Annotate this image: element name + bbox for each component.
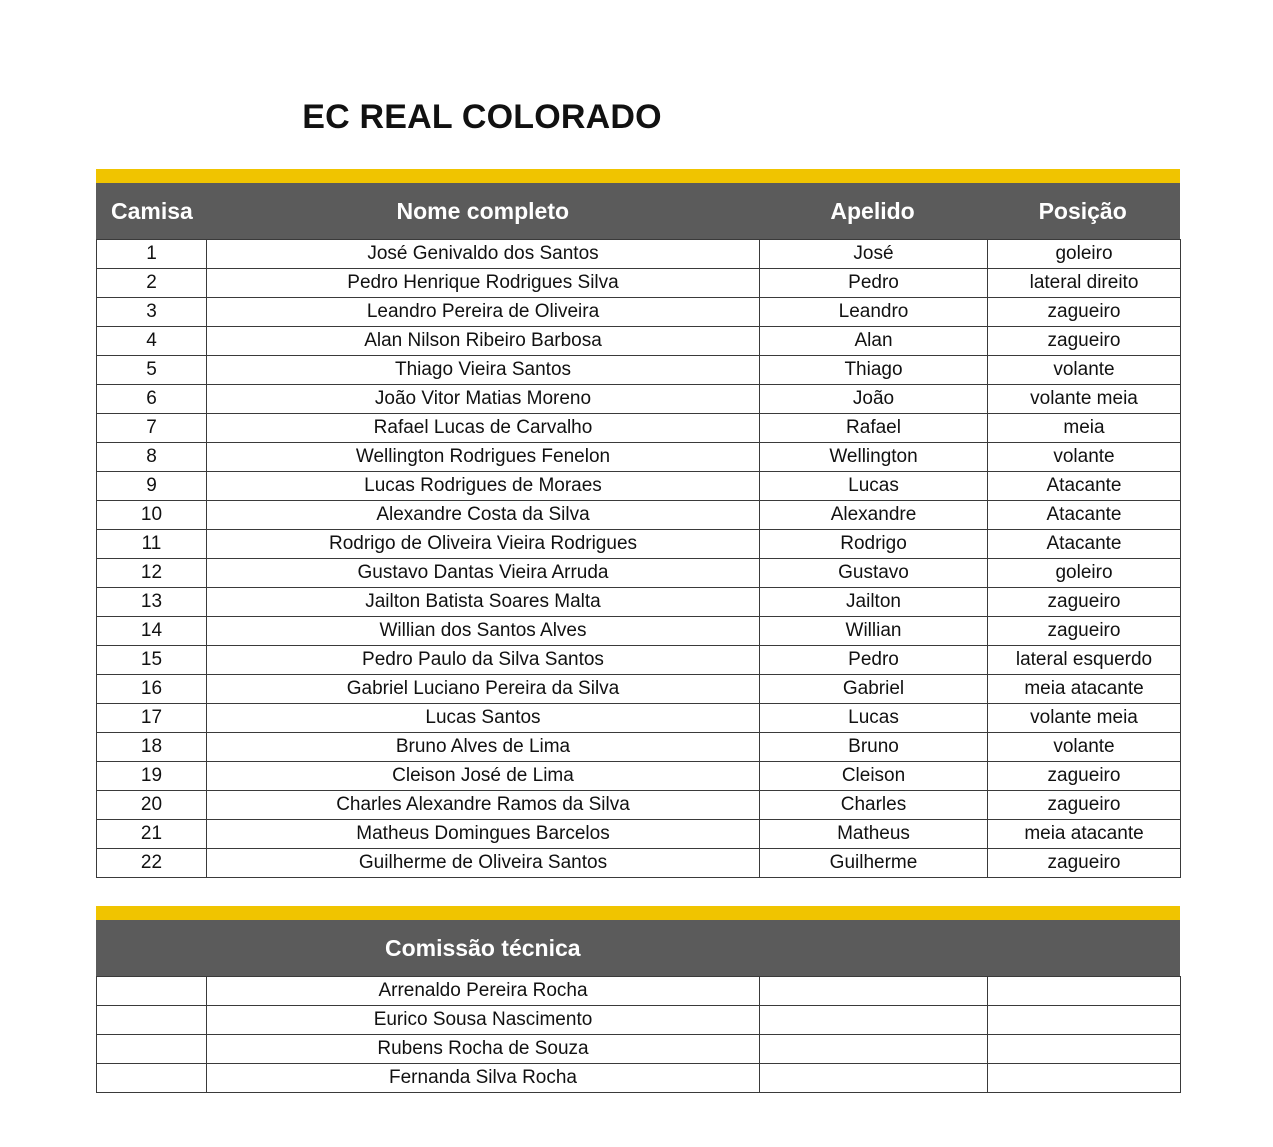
cell-number[interactable]: 4 — [97, 327, 207, 356]
cell-nickname[interactable]: Gustavo — [760, 559, 988, 588]
cell-staff-name[interactable]: Eurico Sousa Nascimento — [207, 1006, 760, 1035]
table-row — [97, 385, 1181, 414]
table-row — [97, 269, 1181, 298]
cell-full-name[interactable]: Gabriel Luciano Pereira da Silva — [207, 675, 760, 704]
cell-position[interactable]: lateral esquerdo — [988, 646, 1181, 675]
cell-blank[interactable] — [988, 1035, 1181, 1064]
table-row — [97, 1035, 1181, 1064]
cell-full-name[interactable]: João Vitor Matias Moreno — [207, 385, 760, 414]
cell-nickname[interactable]: João — [760, 385, 988, 414]
cell-blank[interactable] — [97, 1064, 207, 1093]
cell-nickname[interactable]: Bruno — [760, 733, 988, 762]
cell-position[interactable]: zagueiro — [988, 791, 1181, 820]
cell-number[interactable]: 18 — [97, 733, 207, 762]
cell-nickname[interactable]: Lucas — [760, 472, 988, 501]
cell-position[interactable]: volante meia — [988, 704, 1181, 733]
players-table — [96, 239, 1181, 878]
cell-position[interactable]: meia atacante — [988, 675, 1181, 704]
cell-position[interactable]: volante — [988, 733, 1181, 762]
cell-blank[interactable] — [760, 977, 988, 1006]
table-row — [97, 977, 1181, 1006]
cell-position[interactable]: zagueiro — [988, 298, 1181, 327]
staff-table-header — [96, 920, 1180, 976]
cell-nickname[interactable]: Lucas — [760, 704, 988, 733]
header-blank[interactable] — [759, 920, 987, 976]
cell-position[interactable]: meia atacante — [988, 820, 1181, 849]
cell-position[interactable]: zagueiro — [988, 849, 1181, 878]
table-row — [97, 762, 1181, 791]
cell-full-name[interactable]: Wellington Rodrigues Fenelon — [207, 443, 760, 472]
table-row — [97, 733, 1181, 762]
cell-number[interactable]: 10 — [97, 501, 207, 530]
cell-full-name[interactable]: Pedro Paulo da Silva Santos — [207, 646, 760, 675]
cell-full-name[interactable]: Willian dos Santos Alves — [207, 617, 760, 646]
cell-nickname[interactable]: Rafael — [760, 414, 988, 443]
cell-full-name[interactable]: Matheus Domingues Barcelos — [207, 820, 760, 849]
cell-nickname[interactable]: Matheus — [760, 820, 988, 849]
players-table-section — [96, 169, 1180, 878]
table-row — [97, 1064, 1181, 1093]
cell-position[interactable]: lateral direito — [988, 269, 1181, 298]
accent-bar — [96, 906, 1180, 920]
cell-position[interactable]: Atacante — [988, 472, 1181, 501]
cell-position[interactable]: meia — [988, 414, 1181, 443]
table-row — [97, 414, 1181, 443]
cell-nickname[interactable]: Wellington — [760, 443, 988, 472]
cell-number[interactable]: 22 — [97, 849, 207, 878]
table-row — [97, 443, 1181, 472]
cell-nickname[interactable]: Gabriel — [760, 675, 988, 704]
cell-full-name[interactable]: Pedro Henrique Rodrigues Silva — [207, 269, 760, 298]
cell-position[interactable]: zagueiro — [988, 327, 1181, 356]
table-row — [97, 704, 1181, 733]
cell-number[interactable]: 15 — [97, 646, 207, 675]
cell-nickname[interactable]: Jailton — [760, 588, 988, 617]
staff-table — [96, 976, 1181, 1093]
cell-nickname[interactable]: Rodrigo — [760, 530, 988, 559]
cell-position[interactable]: volante meia — [988, 385, 1181, 414]
cell-number[interactable]: 21 — [97, 820, 207, 849]
cell-number[interactable]: 5 — [97, 356, 207, 385]
table-row — [97, 820, 1181, 849]
cell-full-name[interactable]: Charles Alexandre Ramos da Silva — [207, 791, 760, 820]
cell-nickname[interactable]: Leandro — [760, 298, 988, 327]
cell-number[interactable]: 20 — [97, 791, 207, 820]
table-row — [97, 617, 1181, 646]
cell-nickname[interactable]: Charles — [760, 791, 988, 820]
cell-nickname[interactable]: Willian — [760, 617, 988, 646]
header-full-name[interactable]: Nome completo — [396, 197, 570, 224]
table-row — [97, 588, 1181, 617]
header-blank[interactable] — [986, 920, 1179, 976]
cell-full-name[interactable]: Gustavo Dantas Vieira Arruda — [207, 559, 760, 588]
table-row — [97, 849, 1181, 878]
cell-number[interactable]: 9 — [97, 472, 207, 501]
cell-number[interactable]: 12 — [97, 559, 207, 588]
cell-full-name[interactable]: Leandro Pereira de Oliveira — [207, 298, 760, 327]
cell-number[interactable]: 14 — [97, 617, 207, 646]
cell-blank[interactable] — [760, 1035, 988, 1064]
cell-number[interactable]: 11 — [97, 530, 207, 559]
table-row — [97, 646, 1181, 675]
cell-staff-name[interactable]: Arrenaldo Pereira Rocha — [207, 977, 760, 1006]
cell-number[interactable]: 6 — [97, 385, 207, 414]
cell-number[interactable]: 17 — [97, 704, 207, 733]
cell-full-name[interactable]: Jailton Batista Soares Malta — [207, 588, 760, 617]
accent-bar — [96, 169, 1180, 183]
cell-position[interactable]: volante — [988, 356, 1181, 385]
cell-position[interactable]: zagueiro — [988, 588, 1181, 617]
table-row — [97, 472, 1181, 501]
cell-position[interactable]: zagueiro — [988, 617, 1181, 646]
cell-full-name[interactable]: Cleison José de Lima — [207, 762, 760, 791]
table-row — [97, 327, 1181, 356]
table-row — [97, 501, 1181, 530]
cell-nickname[interactable]: Alan — [760, 327, 988, 356]
table-row — [97, 791, 1181, 820]
cell-full-name[interactable]: Alan Nilson Ribeiro Barbosa — [207, 327, 760, 356]
cell-number[interactable]: 2 — [97, 269, 207, 298]
cell-staff-name[interactable]: Rubens Rocha de Souza — [207, 1035, 760, 1064]
cell-nickname[interactable]: Alexandre — [760, 501, 988, 530]
cell-blank[interactable] — [760, 1064, 988, 1093]
header-position[interactable]: Posição — [1038, 197, 1127, 224]
table-row — [97, 240, 1181, 269]
players-table-header — [96, 183, 1180, 239]
header-nickname[interactable]: Apelido — [830, 197, 915, 224]
table-row — [97, 1006, 1181, 1035]
cell-staff-name[interactable]: Fernanda Silva Rocha — [207, 1064, 760, 1093]
cell-full-name[interactable]: Rafael Lucas de Carvalho — [207, 414, 760, 443]
cell-nickname[interactable]: Pedro — [760, 269, 988, 298]
cell-nickname[interactable]: Cleison — [760, 762, 988, 791]
cell-number[interactable]: 13 — [97, 588, 207, 617]
cell-full-name[interactable]: Lucas Santos — [207, 704, 760, 733]
cell-full-name[interactable]: José Genivaldo dos Santos — [207, 240, 760, 269]
cell-full-name[interactable]: Lucas Rodrigues de Moraes — [207, 472, 760, 501]
cell-position[interactable]: Atacante — [988, 501, 1181, 530]
table-row — [97, 559, 1181, 588]
cell-full-name[interactable]: Rodrigo de Oliveira Vieira Rodrigues — [207, 530, 760, 559]
header-blank[interactable] — [97, 920, 207, 976]
staff-table-section — [96, 906, 1180, 1093]
cell-number[interactable]: 16 — [97, 675, 207, 704]
cell-position[interactable]: zagueiro — [988, 762, 1181, 791]
cell-blank[interactable] — [97, 1035, 207, 1064]
cell-position[interactable]: goleiro — [988, 240, 1181, 269]
cell-blank[interactable] — [760, 1006, 988, 1035]
cell-full-name[interactable]: Guilherme de Oliveira Santos — [207, 849, 760, 878]
cell-nickname[interactable]: Thiago — [760, 356, 988, 385]
table-row — [97, 356, 1181, 385]
header-staff[interactable]: Comissão técnica — [384, 934, 581, 961]
cell-number[interactable]: 8 — [97, 443, 207, 472]
cell-position[interactable]: Atacante — [988, 530, 1181, 559]
cell-number[interactable]: 1 — [97, 240, 207, 269]
header-number[interactable]: Camisa — [110, 197, 193, 224]
cell-full-name[interactable]: Bruno Alves de Lima — [207, 733, 760, 762]
cell-full-name[interactable]: Alexandre Costa da Silva — [207, 501, 760, 530]
cell-blank[interactable] — [988, 1064, 1181, 1093]
table-row — [97, 530, 1181, 559]
cell-blank[interactable] — [988, 1006, 1181, 1035]
cell-number[interactable]: 19 — [97, 762, 207, 791]
cell-nickname[interactable]: José — [760, 240, 988, 269]
table-row — [97, 298, 1181, 327]
cell-blank[interactable] — [97, 977, 207, 1006]
page-title: EC REAL COLORADO — [302, 98, 662, 136]
cell-nickname[interactable]: Guilherme — [760, 849, 988, 878]
cell-number[interactable]: 7 — [97, 414, 207, 443]
cell-number[interactable]: 3 — [97, 298, 207, 327]
cell-position[interactable]: goleiro — [988, 559, 1181, 588]
cell-position[interactable]: volante — [988, 443, 1181, 472]
cell-blank[interactable] — [97, 1006, 207, 1035]
cell-nickname[interactable]: Pedro — [760, 646, 988, 675]
cell-blank[interactable] — [988, 977, 1181, 1006]
cell-full-name[interactable]: Thiago Vieira Santos — [207, 356, 760, 385]
table-row — [97, 675, 1181, 704]
